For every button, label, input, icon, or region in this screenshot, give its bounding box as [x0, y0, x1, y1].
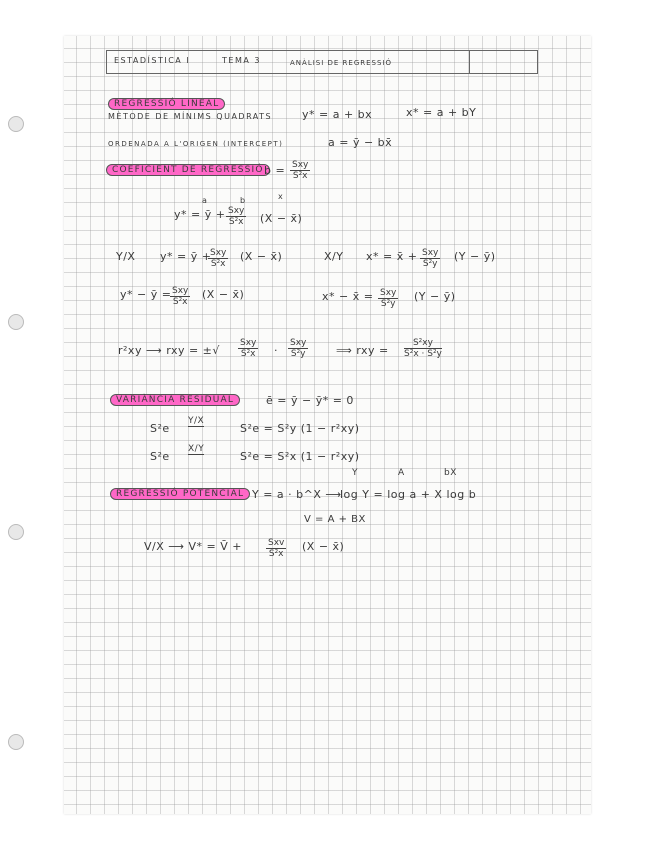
full-eq-fraction: Sxy S²x — [228, 206, 245, 227]
heading-regressio-lineal: REGRESSIÓ LINEAL — [108, 98, 225, 110]
residual-row1-rhs: S²e = S²y (1 − r²xy) — [240, 422, 360, 435]
corr-frac1: Sxy S²x — [240, 338, 257, 359]
corr-frac2: Sxy S²y — [290, 338, 307, 359]
method-label: MÈTODE DE MÍNIMS QUADRATS — [108, 112, 273, 121]
xy-rhs2: (Y − ȳ) — [414, 290, 456, 303]
residual-row1-arrow: Y/X — [188, 416, 205, 426]
yx-rhs: (X − x̄) — [240, 250, 283, 263]
residual-row1-lhs: S²e — [150, 422, 170, 435]
binder-hole — [8, 314, 24, 330]
yx-label: Y/X — [116, 250, 136, 263]
yx-eq: y* = ȳ + — [160, 250, 212, 263]
full-eq-lhs: y* = ȳ + — [174, 208, 226, 221]
xy-eq: x* = x̄ + — [366, 250, 418, 263]
residual-row2-rhs: S²e = S²x (1 − r²xy) — [240, 450, 360, 463]
yx-fraction2: Sxy S²x — [172, 286, 189, 307]
xy-fraction2: Sxy S²y — [380, 288, 397, 309]
linear-eq: V = A + BX — [304, 514, 366, 525]
eq-y-linear: y* = a + bx — [302, 108, 373, 121]
lbl-Y: Y — [352, 468, 358, 478]
xy-rhs: (Y − ȳ) — [454, 250, 496, 263]
full-eq-rhs: (X − x̄) — [260, 212, 303, 225]
b-prefix: b = — [264, 164, 286, 177]
binder-hole — [8, 116, 24, 132]
xy-eq2: x* − x̄ = — [322, 290, 374, 303]
residual-row2-lhs: S²e — [150, 450, 170, 463]
yx-eq2: y* − ȳ = — [120, 288, 172, 301]
binder-hole — [8, 524, 24, 540]
corr-frac3: $\frac{\text{S²xy}}{\text{S²x · S²y}}$ — [404, 338, 442, 359]
corr-arrow: ⟹ rxy = — [336, 344, 389, 357]
vx-fraction: Sxv S²x — [268, 538, 285, 559]
vx-rhs: (X − x̄) — [302, 540, 345, 553]
xy-fraction: Sxy S²y — [422, 248, 439, 269]
eq-x-linear: x* = a + bY — [406, 106, 477, 119]
residual-eq: ē = ȳ − ȳ* = 0 — [266, 394, 354, 407]
label-a: a — [202, 196, 208, 205]
corr-dot: · — [274, 344, 278, 357]
heading-coeficient: COEFICIENT DE REGRESSIÓ — [106, 164, 270, 176]
corr-lhs: r²xy ⟶ rxy = ±√ — [118, 344, 220, 357]
header-subject: ESTADÍSTICA I — [114, 56, 191, 65]
heading-variancia-residual: VARIÀNCIA RESIDUAL — [110, 394, 240, 406]
header-topic: TEMA 3 — [222, 56, 261, 65]
xy-label: X/Y — [324, 250, 344, 263]
heading-regressio-potencial: REGRESSIÓ POTENCIAL — [110, 488, 250, 500]
log-eq: log Y = log a + X log b — [340, 488, 477, 501]
residual-row2-arrow: X/Y — [188, 444, 205, 454]
yx-fraction: Sxy S²x — [210, 248, 227, 269]
label-b: b — [240, 196, 246, 205]
b-fraction: Sxy S²x — [292, 160, 309, 181]
intercept-eq: a = ȳ − bx̄ — [328, 136, 393, 149]
binder-hole — [8, 734, 24, 750]
intercept-label: ORDENADA A L'ORIGEN (INTERCEPT) — [108, 140, 284, 148]
vx-eq: V/X ⟶ V* = V̄ + — [144, 540, 243, 553]
label-x: x — [278, 192, 284, 201]
yx-rhs2: (X − x̄) — [202, 288, 245, 301]
potencial-eq: Y = a · b^X ⟶ — [252, 488, 342, 501]
lbl-bX: bX — [444, 468, 457, 478]
lbl-A: A — [398, 468, 405, 478]
header-title: ANÀLISI DE REGRESSIÓ — [290, 59, 393, 67]
notebook-page — [64, 36, 591, 814]
